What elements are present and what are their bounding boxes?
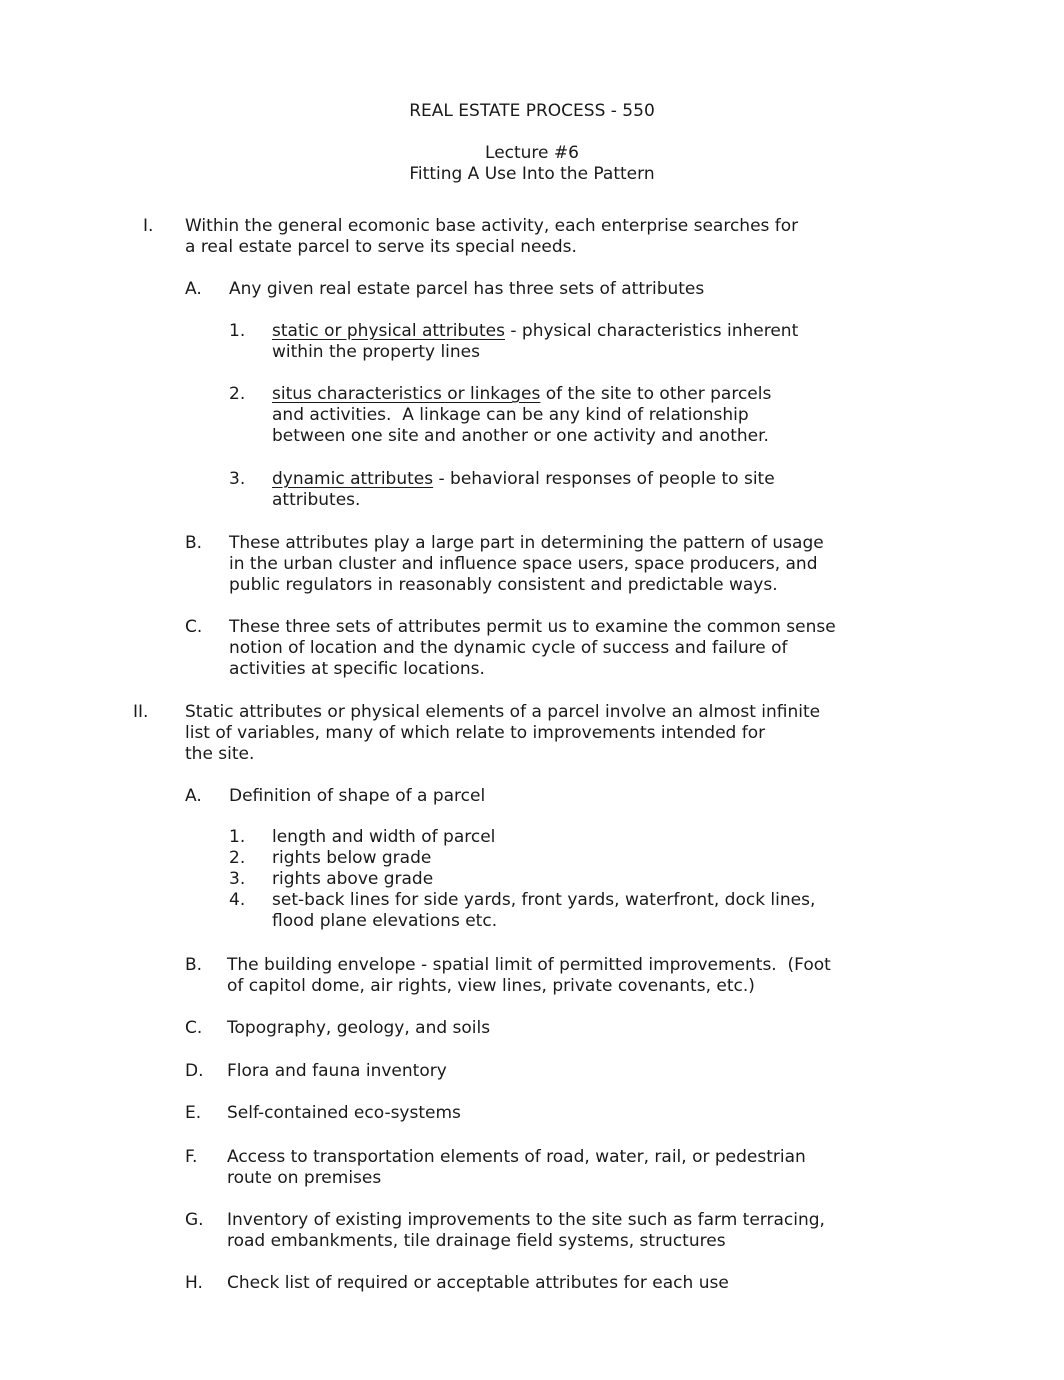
item-1c-line-3: activities at specific locations. xyxy=(229,659,485,679)
item-2g-mark: G. xyxy=(185,1210,204,1230)
item-2a-text: Definition of shape of a parcel xyxy=(229,786,486,806)
course-title: REAL ESTATE PROCESS - 550 xyxy=(409,101,655,121)
lecture-number: Lecture #6 xyxy=(485,143,579,163)
item-1a3-mark: 3. xyxy=(229,469,246,489)
item-2b-line-2: of capitol dome, air rights, view lines, private covenants, etc.) xyxy=(227,976,755,996)
item-1a2-rest: of the site to other parcels xyxy=(540,384,772,404)
item-1a3-line-2: attributes. xyxy=(272,490,361,510)
item-2g-line-2: road embankments, tile drainage field systems, structures xyxy=(227,1231,726,1251)
item-2f-mark: F. xyxy=(185,1147,198,1167)
item-1c-mark: C. xyxy=(185,617,203,637)
item-2e-text: Self-contained eco-systems xyxy=(227,1103,461,1123)
item-1c-line-2: notion of location and the dynamic cycle of success and failure of xyxy=(229,638,788,658)
section-1-line-1: Within the general ecomonic base activity, each enterprise searches for xyxy=(185,216,799,236)
item-1a2-mark: 2. xyxy=(229,384,246,404)
item-1a2-line-1 xyxy=(272,384,771,405)
list-item-text-continued: flood plane elevations etc. xyxy=(272,911,498,931)
static-attributes-term: static or physical attributes xyxy=(272,321,505,341)
item-1a3-rest: - behavioral responses of people to site xyxy=(433,469,775,489)
item-2e-mark: E. xyxy=(185,1103,202,1123)
list-item-text: rights above grade xyxy=(272,869,434,889)
list-item-text: rights below grade xyxy=(272,848,432,868)
list-item-text: set-back lines for side yards, front yards, waterfront, dock lines, xyxy=(272,890,816,910)
item-2d-mark: D. xyxy=(185,1061,204,1081)
item-2b-line-1: The building envelope - spatial limit of permitted improvements. (Foot xyxy=(227,955,831,975)
list-item-mark: 1. xyxy=(229,827,246,847)
item-1b-line-2: in the urban cluster and influence space users, space producers, and xyxy=(229,554,818,574)
item-1a-mark: A. xyxy=(185,279,202,299)
list-item-text: length and width of parcel xyxy=(272,827,496,847)
item-2a-mark: A. xyxy=(185,786,202,806)
item-1a1-rest: - physical characteristics inherent xyxy=(504,321,799,341)
list-item-mark: 3. xyxy=(229,869,246,889)
item-1b-line-1: These attributes play a large part in determining the pattern of usage xyxy=(229,533,824,553)
item-2f-line-1: Access to transportation elements of road, water, rail, or pedestrian xyxy=(227,1147,806,1167)
item-1c-line-1: These three sets of attributes permit us to examine the common sense xyxy=(229,617,836,637)
item-1b-line-3: public regulators in reasonably consistent and predictable ways. xyxy=(229,575,778,595)
item-2f-line-2: route on premises xyxy=(227,1168,382,1188)
item-1a1-mark: 1. xyxy=(229,321,246,341)
item-1a2-line-2: and activities. A linkage can be any kind of relationship xyxy=(272,405,749,425)
item-2h-text: Check list of required or acceptable attributes for each use xyxy=(227,1273,729,1293)
situs-term: situs characteristics or linkages xyxy=(272,384,541,404)
item-2c-mark: C. xyxy=(185,1018,203,1038)
item-1a1-line-2: within the property lines xyxy=(272,342,480,362)
item-2b-mark: B. xyxy=(185,955,203,975)
list-item-mark: 4. xyxy=(229,890,246,910)
item-2g-line-1: Inventory of existing improvements to the site such as farm terracing, xyxy=(227,1210,825,1230)
section-1-number: I. xyxy=(143,216,154,236)
item-1a-text: Any given real estate parcel has three sets of attributes xyxy=(229,279,705,299)
dynamic-attributes-term: dynamic attributes xyxy=(272,469,434,489)
item-2c-text: Topography, geology, and soils xyxy=(227,1018,491,1038)
list-item-mark: 2. xyxy=(229,848,246,868)
section-2-line-1: Static attributes or physical elements of a parcel involve an almost infinite xyxy=(185,702,821,722)
section-1-line-2: a real estate parcel to serve its special needs. xyxy=(185,237,577,257)
section-2-line-2: list of variables, many of which relate to improvements intended for xyxy=(185,723,766,743)
item-2h-mark: H. xyxy=(185,1273,203,1293)
item-1a3-line-1 xyxy=(272,469,775,490)
item-1a2-line-3: between one site and another or one activity and another. xyxy=(272,426,769,446)
item-2d-text: Flora and fauna inventory xyxy=(227,1061,447,1081)
section-2-line-3: the site. xyxy=(185,744,255,764)
lecture-subtitle: Fitting A Use Into the Pattern xyxy=(409,164,655,184)
section-2-number: II. xyxy=(133,702,149,722)
item-1a1-line-1 xyxy=(272,321,798,342)
item-1b-mark: B. xyxy=(185,533,203,553)
